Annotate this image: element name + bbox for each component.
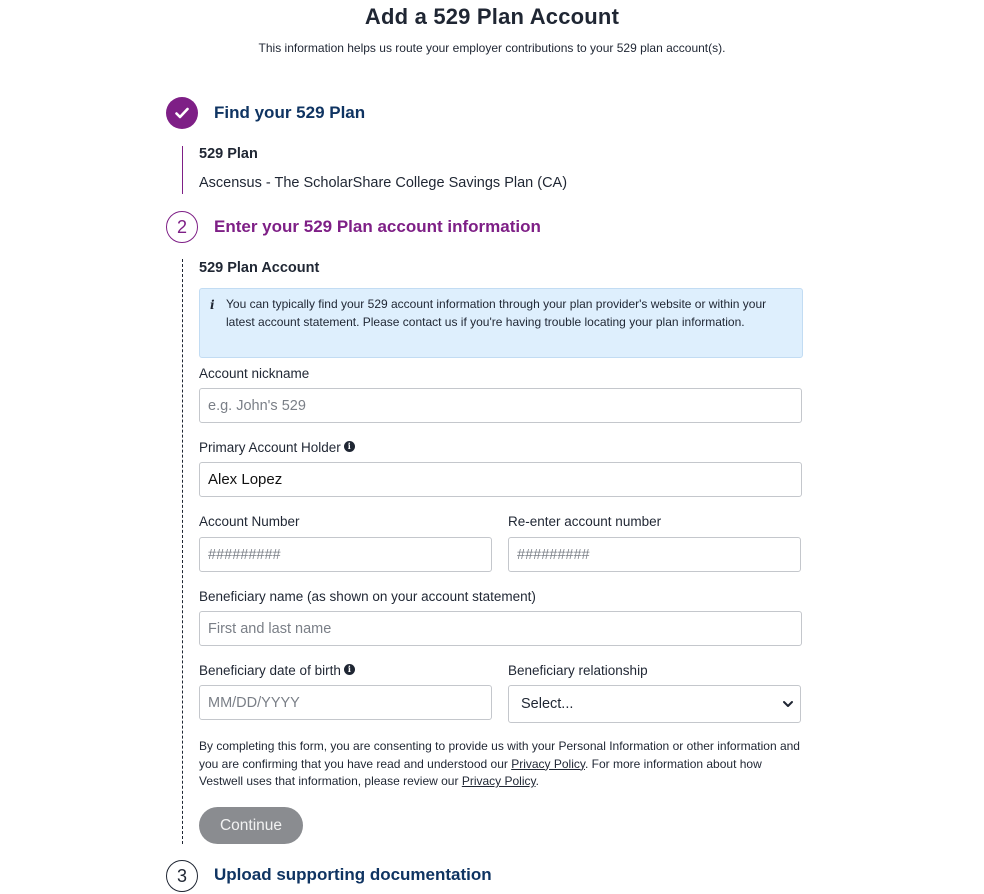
reenter-account-number-input[interactable]	[508, 537, 801, 572]
info-circle-icon[interactable]: i	[344, 441, 355, 452]
nickname-label: Account nickname	[199, 366, 310, 381]
step-1-title[interactable]: Find your 529 Plan	[214, 103, 366, 122]
account-number-label: Account Number	[199, 514, 300, 529]
beneficiary-relationship-value: Select...	[521, 696, 574, 712]
privacy-policy-link-2[interactable]: Privacy Policy	[461, 774, 536, 788]
info-icon: i	[210, 298, 215, 312]
consent-part-1: By completing this form, you are consenting to provide us with your Personal Information or other information and you are confirming that you have read and understood our	[199, 739, 800, 771]
info-text: You can typically find your 529 account information through your plan provider's website or within your latest account statement. Please contact us if you're having trouble locating your plan information.	[226, 297, 767, 329]
beneficiary-relationship-select[interactable]	[508, 685, 801, 723]
step-2-rail	[182, 259, 183, 844]
consent-part-2: . For more information about how Vestwell uses that information, please review our	[199, 756, 762, 788]
reenter-account-number-label: Re-enter account number	[508, 514, 662, 529]
info-callout	[199, 288, 803, 358]
holder-label-row	[199, 440, 355, 455]
checkmark-icon	[175, 107, 189, 119]
account-number-input[interactable]	[199, 537, 492, 572]
beneficiary-name-label: Beneficiary name (as shown on your account statement)	[199, 589, 536, 604]
step-2-title: Enter your 529 Plan account information	[214, 217, 541, 236]
plan-account-section-label: 529 Plan Account	[199, 260, 320, 276]
info-circle-icon[interactable]: i	[344, 664, 355, 675]
plan-label: 529 Plan	[199, 146, 258, 162]
step-1-rail	[182, 146, 183, 194]
beneficiary-relationship-label: Beneficiary relationship	[508, 663, 648, 678]
step-3-title: Upload supporting documentation	[214, 865, 492, 884]
consent-text	[199, 738, 803, 791]
chevron-down-icon	[782, 698, 794, 710]
step-2-number: 2	[176, 216, 187, 237]
step-2-indicator	[166, 211, 198, 243]
step-3-number: 3	[176, 865, 187, 886]
step-1-complete-indicator	[166, 97, 198, 129]
consent-part-3: .	[535, 774, 539, 788]
page-subtitle: This information helps us route your employer contributions to your 529 plan account(s).	[258, 41, 726, 55]
nickname-input[interactable]	[199, 388, 802, 423]
page-title: Add a 529 Plan Account	[364, 4, 620, 29]
continue-button[interactable]: Continue	[199, 807, 303, 844]
holder-label: Primary Account Holder	[199, 440, 341, 455]
plan-value: Ascensus - The ScholarShare College Savings Plan (CA)	[199, 175, 568, 191]
beneficiary-name-input[interactable]	[199, 611, 802, 646]
holder-input[interactable]	[199, 462, 802, 497]
privacy-policy-link[interactable]: Privacy Policy	[511, 756, 585, 771]
beneficiary-dob-input[interactable]	[199, 685, 492, 720]
step-3-indicator	[166, 860, 198, 892]
beneficiary-dob-label-row	[199, 663, 355, 678]
beneficiary-dob-label: Beneficiary date of birth	[199, 663, 341, 678]
